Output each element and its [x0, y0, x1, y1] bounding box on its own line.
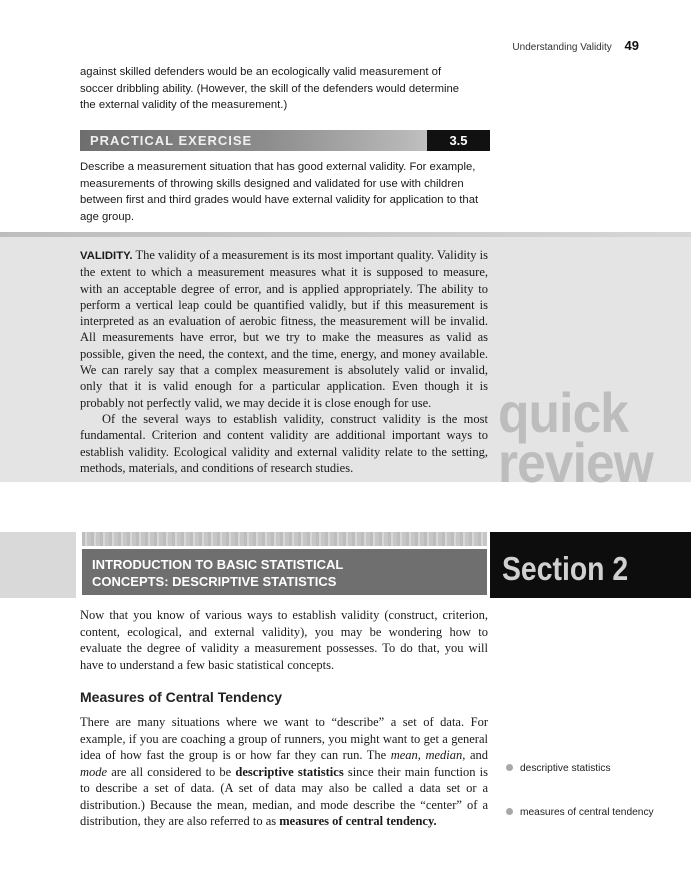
practical-exercise-bar: [80, 130, 490, 151]
running-header: [512, 38, 639, 53]
bullet-icon: [506, 764, 513, 771]
term-descriptive-statistics: descriptive statistics: [235, 764, 344, 779]
term-mean: mean,: [390, 748, 421, 762]
margin-note-text: measures of central tendency: [520, 807, 654, 818]
intro-paragraph: against skilled defenders would be an ecologically valid measurement of soccer dribbling ability. (However, the skill of the defenders would determine the external validity of the measurement.): [80, 66, 460, 111]
margin-note-measures-of-central-tendency: [506, 806, 670, 819]
quick-review-paragraph-1: [80, 247, 488, 411]
margin-note-text: descriptive statistics: [520, 763, 611, 774]
practical-exercise-text: Describe a measurement situation that has good external validity. For example, measurements of throwing skills designed and validated for use with children between first and third grades would have external validity for application to that age group.: [80, 161, 479, 223]
section-title-line2: CONCEPTS: DESCRIPTIVE STATISTICS: [92, 574, 337, 589]
ct-text-3: and: [465, 748, 488, 762]
term-measures-of-central-tendency: measures of central tendency.: [279, 814, 437, 828]
bullet-icon: [506, 808, 513, 815]
quick-review-logo-line2: review: [498, 431, 653, 494]
ct-text-5: since their main function is to describe a set of data. (A set of data may also be called a data set or a distribution.) Because the mean, median, and mode describe the “center” of a distribution, they are also referred to as: [80, 764, 489, 828]
section-title: [92, 556, 482, 590]
practical-exercise-title: PRACTICAL EXERCISE: [90, 133, 253, 148]
section-label: Section 2: [502, 550, 629, 587]
section-decorative-texture: [82, 532, 487, 546]
ct-text-4: are all considered to be: [107, 764, 236, 779]
section-intro-paragraph: Now that you know of various ways to establish validity (construct, criterion, content, ecological, and external validity), you may be wondering how to evaluate the degree of validity a measurement possesses. To do that, you will have to understand a few basic statistical concepts.: [80, 608, 488, 672]
ct-text-1: There are many situations where we want to “describe” a set of data. For example, if you are coaching a group of runners, you might want to get a general idea of how fast the group is or how far they can run. The: [80, 715, 488, 762]
margin-note-descriptive-statistics: [506, 762, 670, 775]
quick-review-logo: [498, 381, 653, 494]
chapter-title: Understanding Validity: [512, 42, 612, 53]
quick-review-heading: VALIDITY.: [80, 250, 133, 262]
term-mode: mode: [80, 764, 108, 779]
page-number: 49: [624, 38, 639, 53]
section-left-strip: [0, 532, 76, 598]
quick-review-logo-line1: quick: [498, 381, 628, 444]
central-tendency-paragraph: [80, 714, 488, 830]
quick-review-para1-text: The validity of a measurement is its most important quality. Validity is the extent to which a measurement measures what it is supposed to measure, with an acceptable degree of error, and is applied appropriately. The ability to perform a vertical leap could be quantified validly, but if this measurement is interpreted as an evaluation of aerobic fitness, the measurement will be invalid. All measurements have error, but we try to make the measures as valid as possible, given the need, the context, and the time, energy, and money available. We can rarely say that a complex measurement is absolutely valid or invalid, only that it is valid enough for a particular application. Even though it is probably not perfectly valid, we may decide it is close enough for use.: [80, 248, 488, 410]
subheading: Measures of Central Tendency: [80, 689, 283, 705]
term-median: median,: [425, 748, 466, 762]
section-title-line1: INTRODUCTION TO BASIC STATISTICAL: [92, 557, 344, 572]
quick-review-text: [80, 247, 488, 476]
quick-review-paragraph-2: Of the several ways to establish validity, construct validity is the most fundamental. Criterion and content validity are additional important ways to establish validity. Ecological validity and external validity relate to the setting, methods, materials, and conditions of research studies.: [80, 411, 488, 475]
practical-exercise-number: 3.5: [427, 130, 490, 151]
